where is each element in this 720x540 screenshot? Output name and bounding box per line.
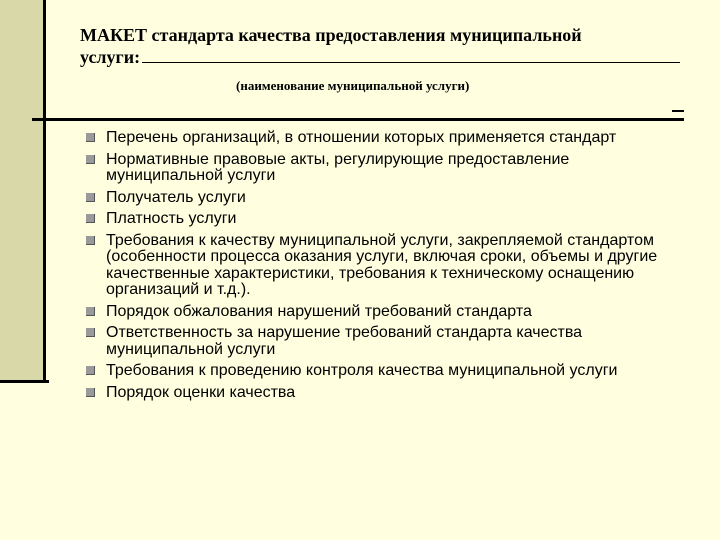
list-item-text: Получатель услуги: [106, 188, 246, 206]
square-bullet-icon: [86, 193, 95, 202]
list-item-text: Платность услуги: [106, 210, 237, 227]
decorative-side-block-edge: [0, 380, 49, 383]
list-item: [86, 363, 676, 380]
requirements-list: [86, 130, 676, 406]
list-item-text: Порядок оценки качества: [106, 383, 296, 401]
list-item: [86, 130, 676, 147]
square-bullet-icon: [86, 133, 95, 142]
list-item: [86, 152, 676, 185]
list-item: [86, 385, 676, 402]
list-item: [86, 233, 676, 299]
square-bullet-icon: [86, 307, 95, 316]
service-name-caption: (наименование муниципальной услуги): [236, 78, 470, 93]
list-item: [86, 190, 676, 207]
list-item-text: Нормативные правовые акты, регулирующие предоставление муниципальной услуги: [106, 150, 570, 184]
service-name-blank-line: [142, 47, 680, 63]
square-bullet-icon: [86, 328, 95, 337]
horizontal-divider: [32, 118, 684, 121]
list-item-text: Порядок обжалования нарушений требований стандарта: [106, 302, 532, 320]
square-bullet-icon: [86, 236, 95, 245]
list-item-text: Ответственность за нарушение требований стандарта качества муниципальной услуги: [106, 324, 583, 358]
list-item-text: Требования к проведению контроля качества муниципальной услуги: [106, 362, 618, 379]
square-bullet-icon: [86, 155, 95, 164]
page-title: [80, 24, 680, 68]
square-bullet-icon: [86, 366, 95, 375]
title-line-1: МАКЕТ стандарта качества предоставления муниципальной: [80, 25, 582, 45]
list-item: [86, 304, 676, 321]
square-bullet-icon: [86, 214, 95, 223]
title-line-2: услуги:: [80, 47, 141, 67]
list-item-text: Перечень организаций, в отношении которых применяется стандарт: [106, 129, 617, 146]
list-item: [86, 325, 676, 358]
title-line-2-row: [80, 46, 680, 68]
list-item: [86, 211, 676, 228]
square-bullet-icon: [86, 388, 95, 397]
list-item-text: Требования к качеству муниципальной услуги, закрепляемой стандартом (особенности процесса оказания услуги, включая сроки, объемы и другие качественные характеристики, требования к техническому оснащению организаций и т.д.).: [106, 231, 658, 298]
divider-stub: [672, 110, 684, 112]
decorative-side-block: [0, 0, 46, 382]
